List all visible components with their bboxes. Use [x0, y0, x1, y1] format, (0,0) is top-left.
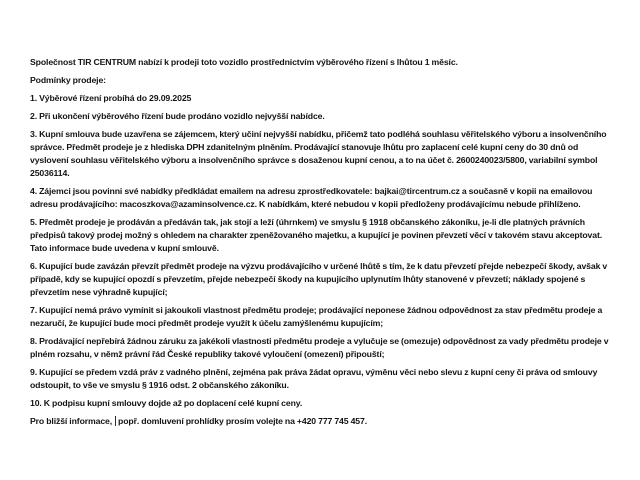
condition-10: 10. K podpisu kupní smlouvy dojde až po doplacení celé kupní ceny. — [30, 398, 303, 408]
heading-conditions: Podmínky prodeje: — [30, 75, 106, 85]
condition-3: 3. Kupní smlouva bude uzavřena se zájemcem, který učiní nejvyšší nabídku, přičemž tato podléhá souhlasu věřitelského výboru a insolvenčního správce. Předmět prodeje je z hlediska DPH zdanitelným plněním. Prodávající stanovuje lhůtu pro zaplacení celé kupní ceny do 30 dnů od vyslovení souhlasu věřitelského výboru a insolvenčního správce s dosaženou kupní cenou, a to na účet č. 2600240023/5800, variabilní symbol 25036114. — [30, 129, 607, 178]
paragraph-intro: Společnost TIR CENTRUM nabízí k prodeji toto vozidlo prostřednictvím výběrového řízení s lhůtou 1 měsíc. — [30, 57, 458, 67]
contact-text-after: popř. domluvení prohlídky prosím volejte na +420 777 745 457. — [118, 416, 367, 426]
condition-1: 1. Výběrové řízení probíhá do 29.09.2025 — [30, 93, 192, 103]
condition-7: 7. Kupující nemá právo vymínit si jakoukoli vlastnost předmětu prodeje; prodávající neponese žádnou odpovědnost za stav předmětu prodeje a nezaručí, že kupující bude moci předmět prodeje využít k účelu zamýšlenému kupujícím; — [30, 305, 603, 328]
condition-9: 9. Kupující se předem vzdá práv z vadného plnění, zejména pak práva žádat opravu, výměnu věci nebo slevu z kupní ceny či práva od smlouvy odstoupit, to vše ve smyslu § 1916 odst. 2 občanského zákoníku. — [30, 367, 598, 390]
condition-5: 5. Předmět prodeje je prodáván a předáván tak, jak stojí a leží (úhrnkem) ve smyslu § 1918 občanského zákoníku, je-li dle platných právních předpisů takový prodej možný s ohledem na charakter zpeněžovaného majetku, a kupující je povinen převzetí věcí v takovém stavu akceptovat. Tato informace bude uvedena v kupní smlouvě. — [30, 217, 603, 253]
paragraph-contact — [30, 415, 614, 428]
text-cursor — [115, 416, 116, 426]
condition-4: 4. Zájemci jsou povinni své nabídky předkládat emailem na adresu zprostředkovatele: bajkai@tircentrum.cz a současně v kopii na emailovou adresu prodávajícího: macoszkova@azaminsolvence.cz. K nabídkám, které nebudou v kopii předloženy prodávajícímu nebude přihlíženo. — [30, 186, 593, 209]
contact-text-before: Pro bližší informace, — [30, 416, 113, 426]
condition-8: 8. Prodávající nepřebírá žádnou záruku za jakékoli vlastnosti předmětu prodeje a vylučuje se (omezuje) odpovědnost za vady předmětu prodeje v plném rozsahu, v němž právní řád České republiky takové vyloučení (omezení) připouští; — [30, 336, 609, 359]
condition-6: 6. Kupující bude zavázán převzít předmět prodeje na výzvu prodávajícího v určené lhůtě s tím, že k datu převzetí přejde nebezpečí škody, avšak v případě, kdy se kupující opozdí s převzetím, přejde nebezpečí škody na kupujícího uplynutím lhůty stanovené v převzetí; náklady spojené s převzetím nese výhradně kupující; — [30, 261, 608, 297]
condition-2: 2. Při ukončení výběrového řízení bude prodáno vozidlo nejvyšší nabídce. — [30, 111, 325, 121]
